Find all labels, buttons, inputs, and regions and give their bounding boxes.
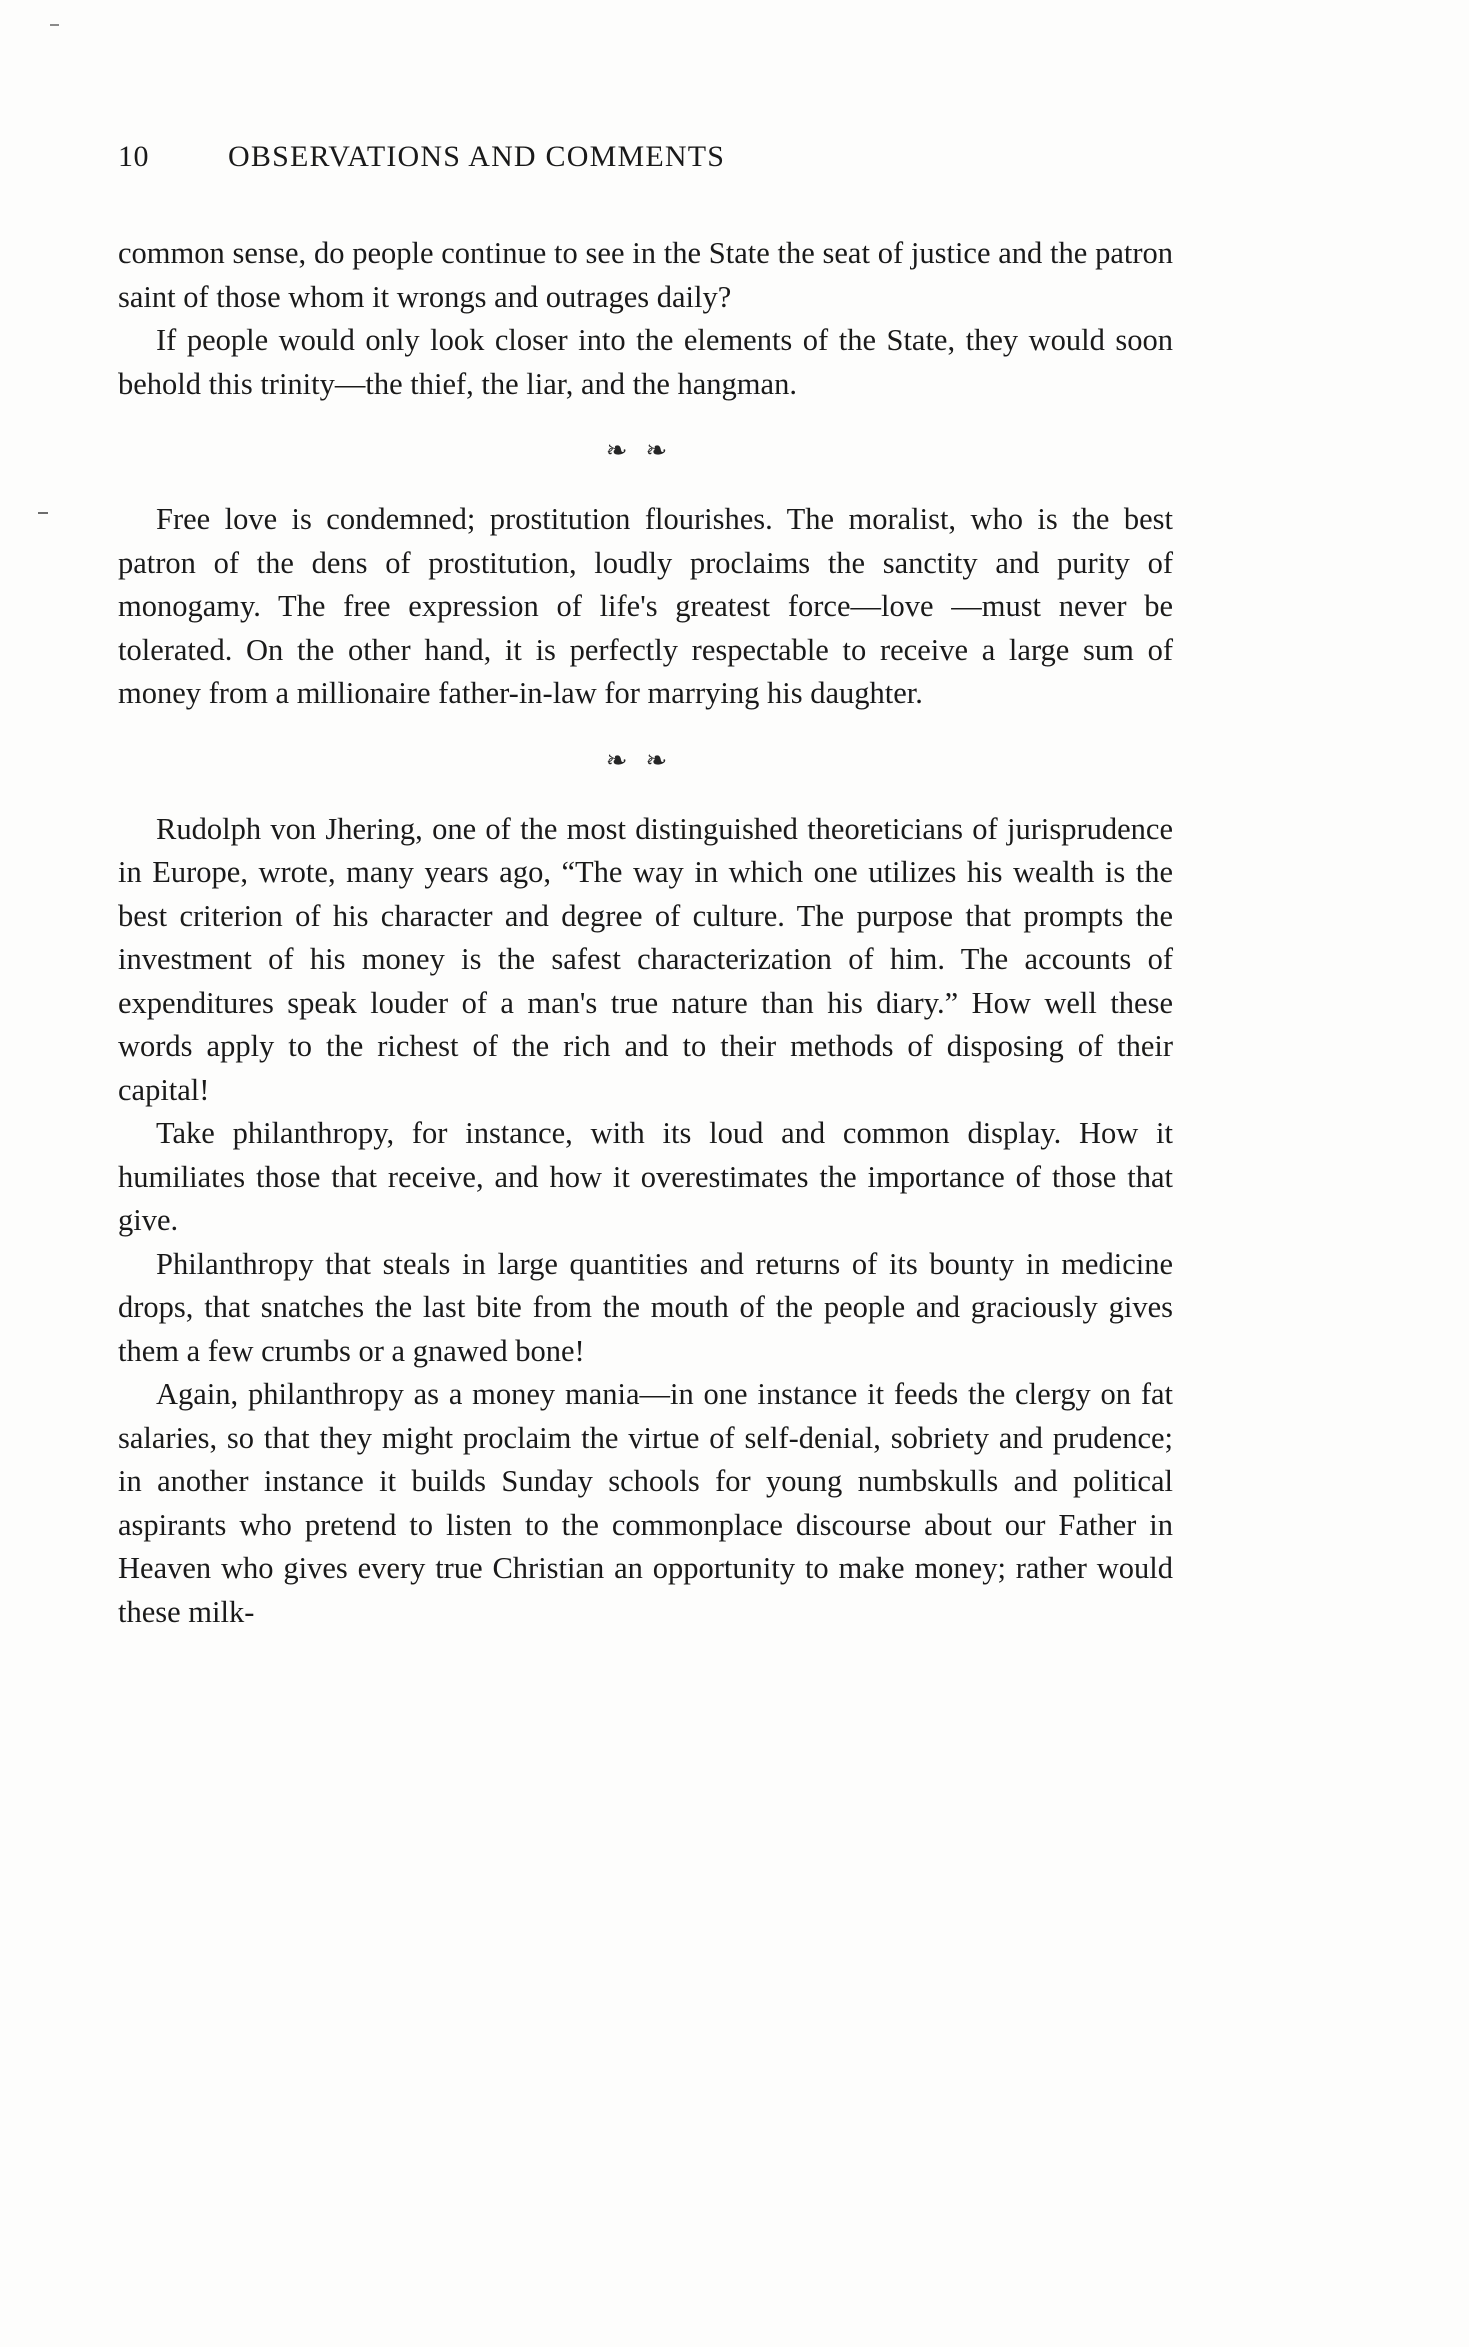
ornament-glyph: ❧ [645, 436, 686, 465]
section-ornament [118, 746, 1173, 776]
running-head: OBSERVATIONS AND COMMENTS [228, 140, 726, 173]
scan-artifact-top [50, 24, 59, 26]
scan-artifact-margin [38, 512, 48, 514]
ornament-glyph: ❧ [605, 745, 646, 775]
paragraph: Again, philanthropy as a money mania—in one instance it feeds the clergy on fat salaries, so that they might proclaim the virtue of self-denial, sobriety and prudence; in another instance it builds Sunday schools for young numbskulls and political aspirants who pretend to listen to the commonplace discourse about our Father in Heaven who gives every true Christian an opportunity to make money; rather would these milk- [118, 1377, 1173, 1629]
page-content [118, 140, 1173, 1634]
page-header [118, 140, 1173, 180]
paragraph: Philanthropy that steals in large quantities and returns of its bounty in medicine drops, that snatches the last bite from the mouth of the people and graciously gives them a few crumbs or a gnawed bone! [118, 1246, 1173, 1368]
paragraph: Free love is condemned; prostitution flourishes. The moralist, who is the best patron of the dens of prostitution, loudly proclaims the sanctity and purity of monogamy. The free expression of life's greatest force—love —must never be tolerated. On the other hand, it is perfectly respectable to receive a large sum of money from a millionaire father-in-law for marrying his daughter. [118, 502, 1173, 710]
paragraph: Take philanthropy, for instance, with its loud and common display. How it humiliates those that receive, and how it overestimates the importance of those that give. [118, 1116, 1173, 1237]
page-number: 10 [118, 140, 149, 173]
section-ornament [118, 436, 1173, 466]
ornament-glyph: ❧ [605, 436, 646, 465]
ornament-glyph: ❧ [645, 745, 686, 775]
body-section-2 [118, 498, 1173, 716]
paragraph: If people would only look closer into the elements of the State, they would soon behold this trinity—the thief, the liar, and the hangman. [118, 323, 1173, 401]
paragraph: common sense, do people continue to see in the State the seat of justice and the patron saint of those whom it wrongs and outrages daily? [118, 236, 1173, 314]
paragraph: Rudolph von Jhering, one of the most distinguished theoreticians of jurisprudence in Europe, wrote, many years ago, “The way in which one utilizes his wealth is the best criterion of his character and degree of culture. The purpose that prompts the investment of his money is the safest characterization of him. The accounts of expenditures speak louder of a man's true nature than his diary.” How well these words apply to the richest of the rich and to their methods of disposing of their capital! [118, 811, 1173, 1107]
body-section-1 [118, 232, 1173, 406]
body-section-3 [118, 808, 1173, 1635]
